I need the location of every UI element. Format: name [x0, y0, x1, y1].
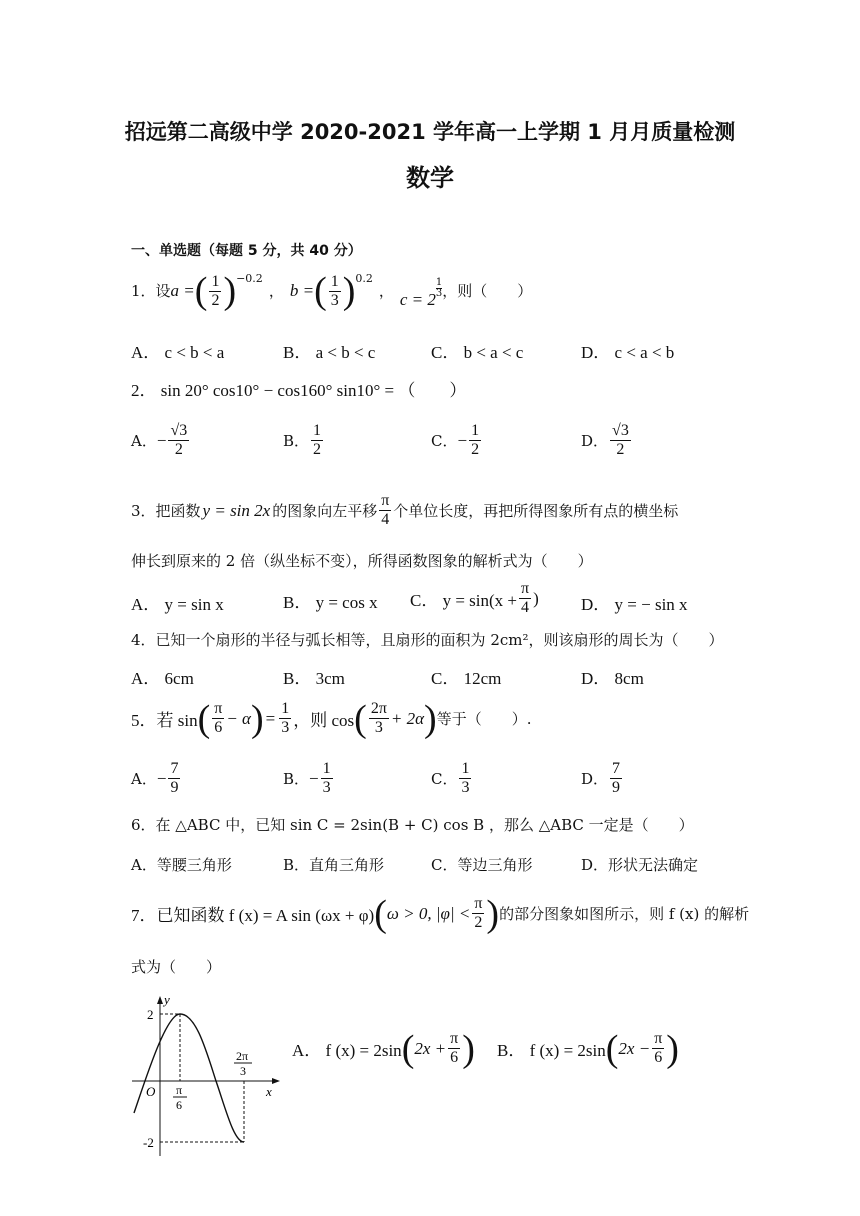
q6-option-b[interactable]: B．直角三角形	[283, 856, 385, 874]
x-axis-label: x	[266, 1084, 272, 1099]
q7-option-b[interactable]: B． f (x) = 2sin ( 2x − $\frac{\pi}{6}$ )	[497, 1027, 679, 1070]
subject-title: 数学	[406, 164, 454, 192]
question-3-line2: 伸长到原来的 2 倍（纵坐标不变），所得函数图象的解析式为（ ）	[131, 552, 593, 570]
q1-a-fraction: $\frac{1}{2}$	[211, 272, 220, 309]
q6-option-a[interactable]: A．等腰三角形	[131, 856, 232, 874]
question-4-stem: 4．已知一个扇形的半径与弧长相等，且扇形的面积为 2cm²，则该扇形的周长为（ ）	[131, 631, 724, 649]
question-7-line2: 式为（ ）	[131, 958, 222, 976]
q2-option-d[interactable]: D． $\frac{√3}{2}$	[581, 422, 629, 458]
x-tick-2-den: 3	[240, 1064, 246, 1078]
q1-option-d[interactable]: D． c < a < b	[581, 343, 675, 362]
q1-number: 1．设	[131, 282, 171, 300]
q6-option-c[interactable]: C．等边三角形	[431, 856, 533, 874]
q5-option-c[interactable]: C． $\frac{1}{3}$	[431, 760, 470, 796]
q1-b-exponent: 0.2	[355, 272, 373, 285]
q1-b-lhs: b =	[289, 281, 315, 300]
q5-option-b[interactable]: B． − $\frac{1}{3}$	[283, 760, 331, 796]
question-1-stem	[131, 272, 532, 310]
origin-label: O	[146, 1084, 156, 1099]
q1-b-paren-left: (	[314, 270, 327, 312]
q1-c-exponent: 1 3	[435, 277, 443, 299]
q4-option-b[interactable]: B． 3cm	[283, 669, 345, 688]
q3-option-b[interactable]: B． y = cos x	[283, 593, 378, 612]
q4-option-d[interactable]: D． 8cm	[581, 669, 644, 688]
q1-comma-2: ，	[378, 282, 394, 300]
y-min-label: -2	[143, 1135, 154, 1150]
q1-c-lhs: c = 2	[399, 290, 436, 309]
q3-option-a[interactable]: A． y = sin x	[131, 595, 224, 614]
question-3-stem: 3．把函数 y = sin 2x 的图象向左平移 $\frac{\pi}{4}$ 个单位长度，再把所得图象所有点的横坐标	[131, 492, 679, 528]
q4-option-c[interactable]: C． 12cm	[431, 669, 502, 688]
q1-b-paren-right: )	[342, 270, 356, 312]
q1-comma: ，	[268, 282, 284, 300]
x-axis-arrow-icon	[272, 1078, 280, 1084]
y-max-label: 2	[147, 1007, 154, 1022]
q7-option-a[interactable]: A． f (x) = 2sin ( 2x + $\frac{\pi}{6}$ )	[292, 1027, 475, 1070]
q1-option-a[interactable]: A． c < b < a	[131, 343, 225, 362]
q5-option-d[interactable]: D． $\frac{7}{9}$	[581, 760, 621, 796]
q2-option-a[interactable]: A． − $\frac{√3}{2}$	[131, 422, 188, 458]
q1-b-fraction: $\frac{1}{3}$	[330, 272, 339, 309]
question-2-stem: 2． sin 20° cos10° − cos160° sin10° = （ ）	[131, 381, 467, 400]
q4-option-a[interactable]: A． 6cm	[131, 669, 194, 688]
x-tick-2-num: 2π	[236, 1049, 249, 1063]
q2-option-c[interactable]: C． − $\frac{1}{2}$	[431, 422, 480, 458]
q1-option-c[interactable]: C． b < a < c	[431, 343, 524, 362]
q3-option-d[interactable]: D． y = − sin x	[581, 595, 688, 614]
document-title: 招远第二高级中学 2020-2021 学年高一上学期 1 月月质量检测	[124, 120, 736, 144]
q1-a-paren-left: (	[194, 270, 208, 312]
y-axis-label: y	[164, 992, 170, 1007]
question-6-stem: 6．在 △ABC 中，已知 sin C = 2sin(B + C) cos B ，那么 △ABC 一定是（ ）	[131, 816, 694, 834]
x-tick-1-den: 6	[176, 1098, 182, 1112]
q5-option-a[interactable]: A． − $\frac{7}{9}$	[131, 760, 179, 796]
q1-tail: ，则（ ）	[442, 282, 533, 300]
x-tick-1-num: π	[176, 1083, 183, 1097]
sine-curve	[134, 1014, 244, 1142]
q1-a-exponent: −0.2	[236, 272, 263, 285]
q2-option-b[interactable]: B． $\frac{1}{2}$	[283, 422, 322, 458]
q3-option-c[interactable]: C． y = sin(x + $\frac{\pi}{4}$ )	[410, 580, 539, 616]
section-heading: 一、单选题（每题 5 分，共 40 分）	[131, 243, 362, 259]
q6-option-d[interactable]: D．形状无法确定	[581, 856, 699, 874]
q7-graph	[126, 990, 286, 1160]
y-axis-arrow-icon	[157, 996, 163, 1004]
question-5-stem: 5．若 sin ( $\frac{\pi}{6}$ − α ) = $\frac{1}{3}$ ，则 cos ( $\frac{2\pi}{3}$ + 2α ) 等于（ ）.	[131, 697, 532, 740]
q1-option-b[interactable]: B． a < b < c	[283, 343, 376, 362]
q1-a-lhs: a =	[170, 281, 195, 300]
question-7-stem: 7．已知函数 f (x) = A sin (ωx + φ) ( ω > 0, |φ| < $\frac{\pi}{2}$ ) 的部分图象如图所示，则 f (x) 的解析	[131, 892, 750, 935]
q1-a-paren-right: )	[223, 270, 237, 312]
